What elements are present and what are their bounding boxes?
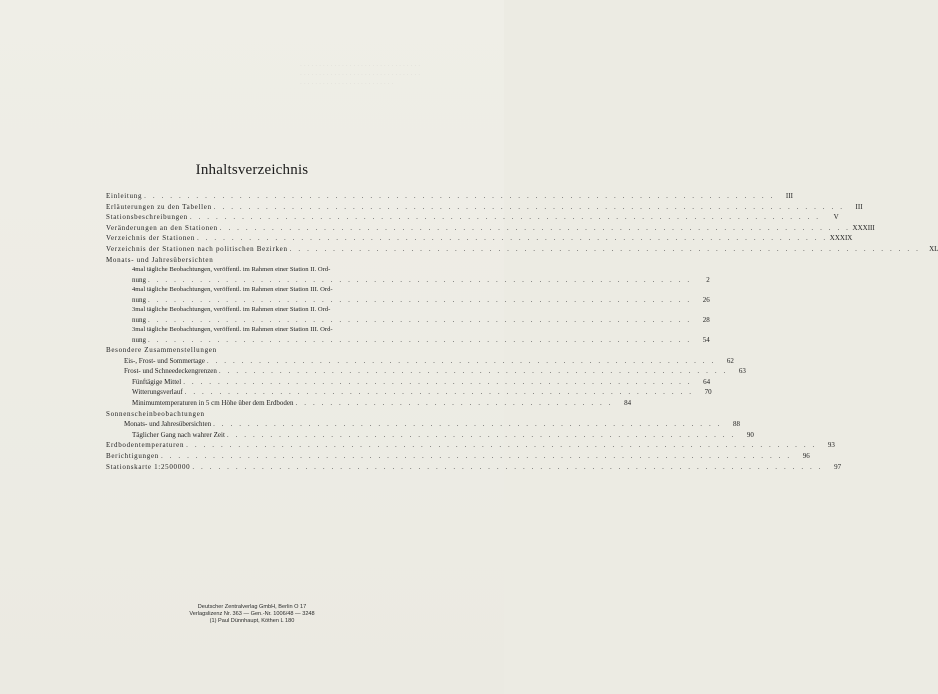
toc-subentry-line: 3mal tägliche Beobachtungen, veröffentl. im Rahmen einer Station II. Ord- [132,306,331,314]
toc-subentry [106,419,741,430]
toc-entry-page: 64 [703,377,711,386]
toc-entry-page: 70 [704,388,712,397]
dot-leader: . . . . . . . . . . . . . . . . . . . . . . . . . . . . . . . . . . . . . . . . . . . . . . . . . . . . . . . . . . . . . . . [148,295,692,304]
toc-entry-page: 54 [702,335,710,344]
dot-leader: . . . . . . . . . . . . . . . . . . . . . . . . . . . . . . . . . . . . . . . . . . . . . . . . . . . . . . . . . . . [218,367,728,376]
toc-entry-title: Stationsbeschreibungen [106,213,188,222]
toc-entry-title: Verzeichnis der Stationen nach politischen Bezirken [106,244,288,253]
dot-leader: . . . . . . . . . . . . . . . . . . . . . . . . . . . . . . . . . . . . . [295,399,614,408]
page-title: Inhaltsverzeichnis [195,162,309,178]
toc-entry-page: XXXIII [852,223,875,232]
dot-leader: . . . . . . . . . . . . . . . . . . . . . . . . . . . . . . . . . . . . . . . . . . . . . . . . . . . . . . . . . . . . . . . . . . . . . . . . . [144,192,775,200]
toc-entry [106,244,938,255]
imprint-line: Deutscher Zentralverlag GmbH, Berlin O 17 [197,604,307,610]
toc-entry-page: 2 [706,275,710,284]
toc-entry [106,223,875,234]
toc-entry-title: Einleitung [106,192,143,200]
toc-subentry [106,387,712,398]
dot-leader: . . . . . . . . . . . . . . . . . . . . . . . . . . . . . . . . . . . . . . . . . . . . . . . . . . . . . . . . . . . . . . . . . . . . . . . . . [197,234,828,243]
publisher-imprint [0,604,504,626]
section-heading-text: Monats- und Jahresübersichten [106,255,214,264]
toc-entry [106,202,863,213]
toc-entry [106,440,835,451]
table-of-contents [106,191,938,472]
toc-entry-title: Erdbodentemperaturen [106,441,185,450]
toc-subentry [106,275,710,285]
toc-subentry [106,366,746,377]
dot-leader: . . . . . . . . . . . . . . . . . . . . . . . . . . . . . . . . . . . . . . . . . . . . . . . . . . . . . . . . . . . . . . . . . . . . . . . . . [189,213,821,222]
toc-entry [106,462,842,473]
toc-entry-title: nung [132,275,146,284]
dot-leader: . . . . . . . . . . . . . . . . . . . . . . . . . . . . . . . . . . . . . . . . . . . . . . . . . . . . . . . . . . . . . . . . . . . . . . . . . [289,244,921,253]
bleed-through-text: · · · · · · · · · · · · · · · · · · · · · · · · · · · · · · · · · · · · · · · · · · · · · · · · · · · · · · · · · · · · · · · · · · · · · · · · · · · · · · · · · · · · · · · · · [300,63,421,88]
toc-entry-page: 28 [702,315,710,324]
toc-entry-title: Witterungsverlauf [132,388,183,397]
toc-subentry [106,377,711,388]
toc-subentry-line: 4mal tägliche Beobachtungen, veröffentl. im Rahmen einer Station III. Ord- [132,286,333,294]
toc-entry-page: 84 [624,399,632,408]
toc-subentry-line: 3mal tägliche Beobachtungen, veröffentl. im Rahmen einer Station III. Ord- [132,326,333,334]
toc-entry-page: 26 [702,295,710,304]
dot-leader: . . . . . . . . . . . . . . . . . . . . . . . . . . . . . . . . . . . . . . . . . . . . . . . . . . . . . . . . . . . . . . . . . . . . . . . . . [219,223,851,232]
toc-entry-page: 93 [827,441,835,450]
toc-entry-page: 97 [834,462,842,471]
toc-entry-title: nung [132,335,146,344]
toc-entry-title: Fünftägige Mittel [132,377,182,386]
section-heading-besondere [106,345,411,356]
dot-leader: . . . . . . . . . . . . . . . . . . . . . . . . . . . . . . . . . . . . . . . . . . . . . . . . . . . . . . . . . . . [213,420,723,429]
toc-subentry [106,295,710,305]
toc-entry [106,191,793,202]
toc-entry-page: III [785,192,793,200]
dot-leader: . . . . . . . . . . . . . . . . . . . . . . . . . . . . . . . . . . . . . . . . . . . . . . . . . . . . . . . . . . . . . . . [148,335,692,344]
imprint-line: (1) Paul Dünnhaupt, Köthen L 180 [209,618,295,625]
dot-leader: . . . . . . . . . . . . . . . . . . . . . . . . . . . . . . . . . . . . . . . . . . . . . . . . . . . . . . . . . . . . . . . . . . . . . . . . . [213,202,845,211]
section-heading-sonnen [106,409,411,420]
toc-entry-title: Eis-, Frost- und Sommertage [124,356,205,365]
toc-entry-page: XL [929,244,938,253]
toc-entry-page: XXXIX [829,234,853,243]
dot-leader: . . . . . . . . . . . . . . . . . . . . . . . . . . . . . . . . . . . . . . . . . . . . . . . . . . . . . . . . . . . [183,377,693,386]
imprint-line: Verlagslizenz Nr. 363 — Gen.-Nr. 1006/48 — 3248 [189,611,315,618]
toc-subentry [106,398,632,409]
toc-entry [106,233,853,244]
toc-subentry [106,315,710,325]
toc-entry-title: Täglicher Gang nach wahrer Zeit [132,430,225,439]
dot-leader: . . . . . . . . . . . . . . . . . . . . . . . . . . . . . . . . . . . . . . . . . . . . . . . . . . . . . . . . . . . [184,388,694,397]
section-heading-text: Sonnenscheinbeobachtungen [106,409,205,418]
dot-leader: . . . . . . . . . . . . . . . . . . . . . . . . . . . . . . . . . . . . . . . . . . . . . . . . . . . . . . . . . . . [206,356,716,365]
toc-entry-title: Stationskarte 1:2500000 [106,462,191,471]
toc-entry [106,451,810,462]
dot-leader: . . . . . . . . . . . . . . . . . . . . . . . . . . . . . . . . . . . . . . . . . . . . . . . . . . . . . . . . . . . . . . . [148,275,692,284]
section-heading-text: Besondere Zusammenstellungen [106,346,217,355]
toc-entry-page: 63 [738,367,746,376]
toc-subentry [106,430,754,441]
toc-entry-title: Frost- und Schneedeckengrenzen [124,367,217,376]
toc-subentry-line: 4mal tägliche Beobachtungen, veröffentl. im Rahmen einer Station II. Ord- [132,266,331,274]
toc-subentry [106,356,734,367]
dot-leader: . . . . . . . . . . . . . . . . . . . . . . . . . . . . . . . . . . . . . . . . . . . . . . . . . . . . . . . . . . . . . . . . . . . . . . . . . [192,462,824,471]
dot-leader: . . . . . . . . . . . . . . . . . . . . . . . . . . . . . . . . . . . . . . . . . . . . . . . . . . . . . . . . . . . [226,430,736,439]
toc-entry-page: 96 [802,452,810,461]
toc-subentry [106,335,710,345]
dot-leader: . . . . . . . . . . . . . . . . . . . . . . . . . . . . . . . . . . . . . . . . . . . . . . . . . . . . . . . . . . . . . . . . . . . . . . . . . [160,452,792,461]
section-heading-monats [106,255,411,266]
toc-entry-title: Berichtigungen [106,452,159,461]
toc-entry-page: III [855,202,863,211]
dot-leader: . . . . . . . . . . . . . . . . . . . . . . . . . . . . . . . . . . . . . . . . . . . . . . . . . . . . . . . . . . . . . . . . . . . . . . . . . [186,441,817,450]
toc-entry-title: Veränderungen an den Stationen [106,223,218,232]
toc-entry-title: Monats- und Jahresübersichten [124,420,212,429]
toc-entry-page: 90 [746,430,754,439]
toc-entry-page: V [833,213,839,222]
toc-entry-title: Erläuterungen zu den Tabellen [106,202,212,211]
dot-leader: . . . . . . . . . . . . . . . . . . . . . . . . . . . . . . . . . . . . . . . . . . . . . . . . . . . . . . . . . . . . . . . [148,315,692,324]
toc-entry-title: Minimumtemperaturen in 5 cm Höhe über dem Erdboden [132,399,294,408]
toc-entry-title: nung [132,315,146,324]
toc-entry-page: 88 [733,420,741,429]
toc-entry [106,212,839,223]
toc-entry-page: 62 [726,356,734,365]
toc-entry-title: nung [132,295,146,304]
toc-entry-title: Verzeichnis der Stationen [106,234,196,243]
